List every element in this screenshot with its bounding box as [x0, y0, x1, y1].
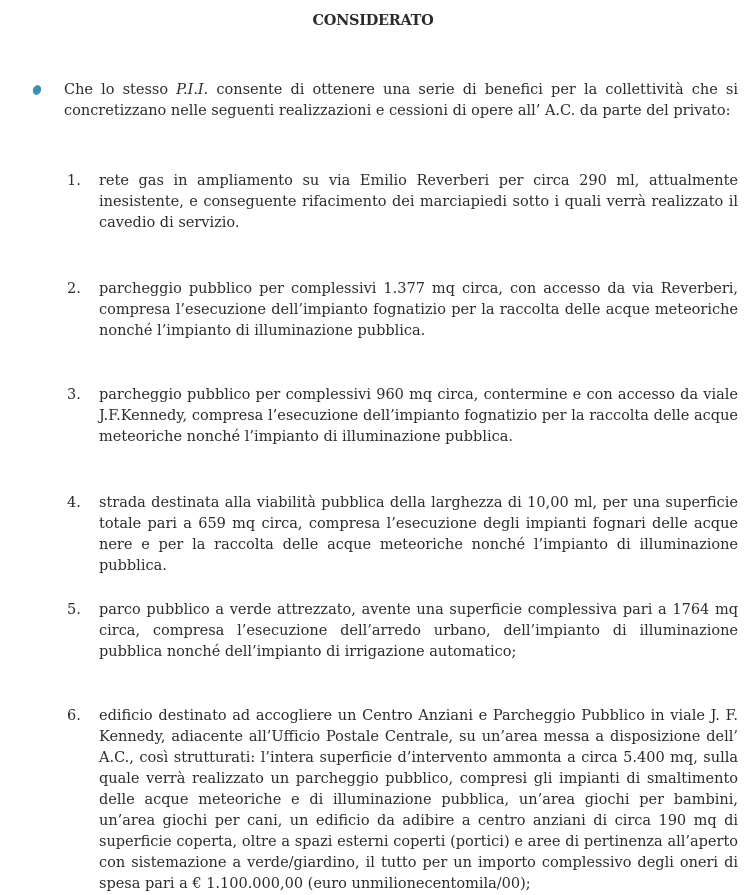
bullet-icon	[31, 84, 42, 96]
intro-text-after: consente di ottenere una serie di benefici per la collettività che si concretizzano nelle seguenti realizzazioni e cessioni di opere all’ A.C. da parte del privato:	[64, 82, 738, 119]
list-item-text: strada destinata alla viabilità pubblica della larghezza di 10,00 ml, per una superficie totale pari a 659 mq circa, compresa l’esecuzione degli impianti fognari delle acque nere e per la raccolta delle acque meteoriche nonché l’impianto di illuminazione pubblica.	[99, 495, 738, 574]
list-item-number: 1.	[67, 173, 81, 189]
list-item-text: parcheggio pubblico per complessivi 1.377 mq circa, con accesso da via Reverberi, compresa l’esecuzione dell’impianto fognatizio per la raccolta delle acque meteoriche nonché l’impianto di illuminazione pubblica.	[99, 281, 738, 339]
list-item-number: 4.	[67, 495, 81, 511]
list-item-number: 5.	[67, 602, 81, 618]
list-item-number: 6.	[67, 708, 81, 724]
intro-text-emphasis: P.I.I.	[176, 82, 209, 98]
section-heading: CONSIDERATO	[312, 12, 434, 29]
list-item-text: parco pubblico a verde attrezzato, avente una superficie complessiva pari a 1764 mq circa, compresa l’esecuzione dell’arredo urbano, dell’impianto di illuminazione pubblica nonché dell’impianto di irrigazione automatico;	[99, 602, 738, 660]
list-item-text: edificio destinato ad accogliere un Centro Anziani e Parcheggio Pubblico in viale J. F. Kennedy, adiacente all’Ufficio Postale Centrale, su un’area messa a disposizione dell’ A.C., così strutturati: l’intera superficie d’intervento ammonta a circa 5.400 mq, sulla quale verrà realizzato un parcheggio pubblico, compresi gli impianti di smaltimento delle acque meteoriche e di illuminazione pubblica, un’area giochi per bambini, un’area giochi per cani, un edificio da adibire a centro anziani di circa 190 mq di superficie coperta, oltre a spazi esterni coperti (portici) e aree di pertinenza all’aperto con sistemazione a verde/giardino, il tutto per un importo complessivo degli oneri di spesa pari a € 1.100.000,00 (euro unmilionecentomila/00);	[99, 708, 738, 892]
list-item-text: rete gas in ampliamento su via Emilio Reverberi per circa 290 ml, attualmente inesistente, e conseguente rifacimento dei marciapiedi sotto i quali verrà realizzato il cavedio di servizio.	[99, 173, 738, 231]
list-item-number: 2.	[67, 281, 81, 297]
intro-text-before: Che lo stesso	[64, 82, 177, 98]
list-item-text: parcheggio pubblico per complessivi 960 mq circa, contermine e con accesso da viale J.F.Kennedy, compresa l’esecuzione dell’impianto fognatizio per la raccolta delle acque meteoriche nonché l’impianto di illuminazione pubblica.	[99, 387, 738, 445]
intro-paragraph	[64, 80, 738, 122]
list-item-number: 3.	[67, 387, 81, 403]
